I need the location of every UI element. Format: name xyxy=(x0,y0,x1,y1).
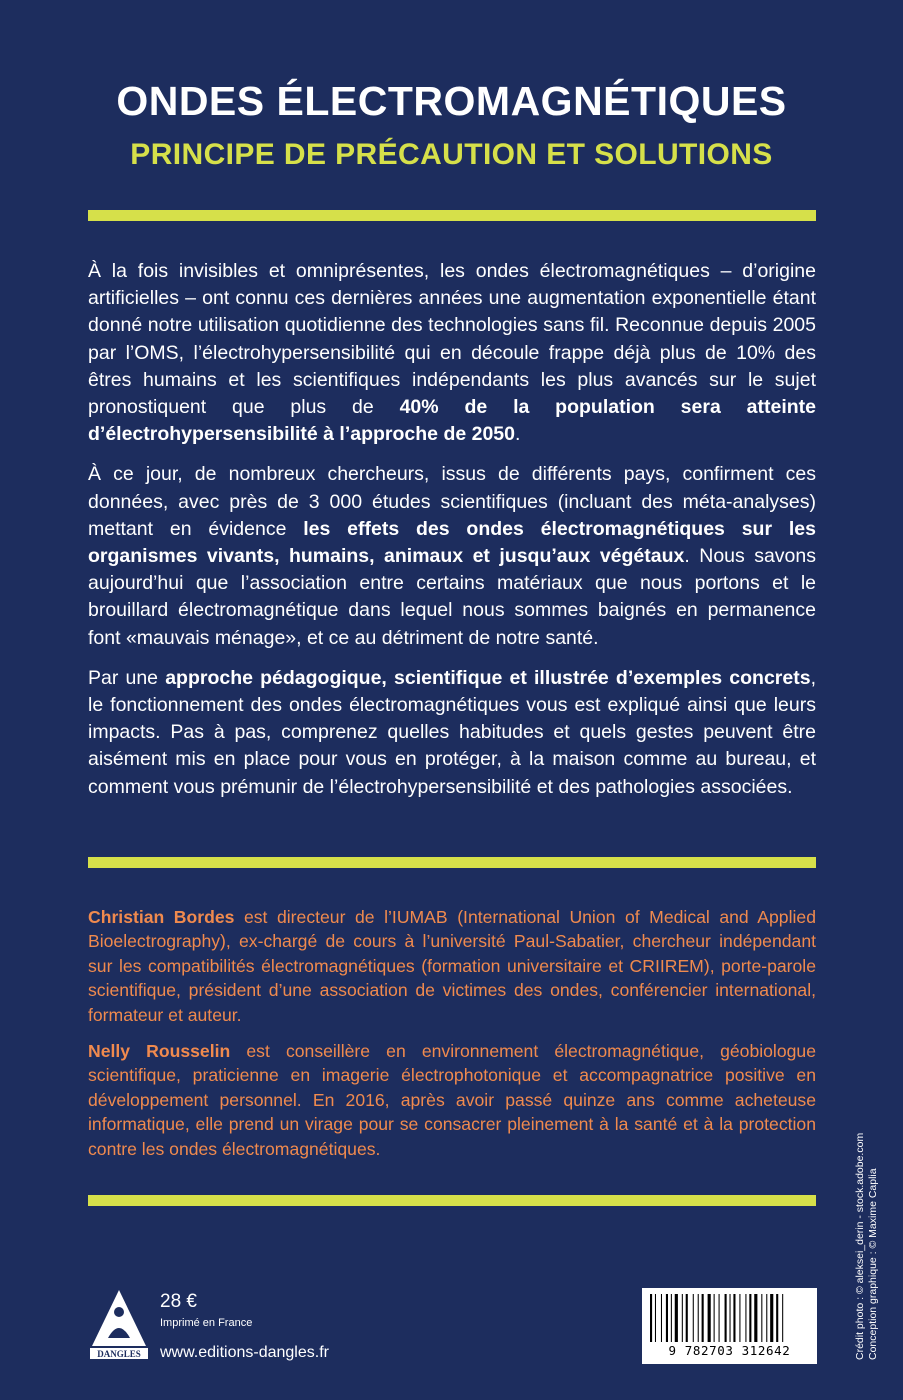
barcode-bar xyxy=(708,1294,711,1342)
barcode-bar xyxy=(745,1294,746,1342)
logo-text: DANGLES xyxy=(97,1349,141,1359)
barcode-bar xyxy=(782,1294,783,1342)
barcode-bar xyxy=(650,1294,652,1342)
book-subtitle: PRINCIPE DE PRÉCAUTION ET SOLUTIONS xyxy=(130,138,773,171)
author-name-rousselin: Nelly Rousselin xyxy=(88,1041,231,1062)
blurb-highlight-2: les effets des ondes électromagnétiques sur les organismes vivants, humains, animaux et jusqu’aux végétaux xyxy=(88,517,816,568)
blurb-paragraph-3: Par une approche pédagogique, scientifique et illustrée d’exemples concrets, le fonctionnement des ondes électromagnétiques vous est expliqué ainsi que leurs impacts. Pas à pas, comprenez quelles habitudes et quels gestes peuvent être aisément mis en place pour vous en protéger, à la maison comme au bureau, et comment vous prémunir de l’électrohypersensibilité et des pathologies associées. xyxy=(88,666,816,798)
credit-photo: Crédit photo : © aleksei_derin - stock.adobe.com xyxy=(854,1132,866,1360)
barcode-bar xyxy=(666,1294,668,1342)
barcode-bars xyxy=(650,1294,809,1342)
dangles-logo-icon xyxy=(88,1288,150,1360)
barcode-bar xyxy=(733,1294,735,1342)
barcode-bar xyxy=(770,1294,773,1342)
author-name-bordes: Christian Bordes xyxy=(88,907,235,927)
barcode-bar xyxy=(675,1294,678,1342)
divider-bottom xyxy=(88,1195,816,1206)
image-credits xyxy=(854,1133,880,1360)
blurb-highlight-1: 40% de la population sera atteinte d’électrohypersensibilité à l’approche de 2050 xyxy=(88,396,816,446)
divider-top xyxy=(88,210,816,221)
barcode-bar xyxy=(655,1294,656,1342)
blurb-paragraph-2: À ce jour, de nombreux chercheurs, issus de différents pays, confirment ces données, avec près de 3 000 études scientifiques (incluant des méta-analyses) mettant en évidence les effets des ondes électromagnétiques sur les organismes vivants, humains, animaux et jusqu’aux végétaux. Nous savons aujourd’hui que l’association entre certains matériaux que nous portons et le brouillard électromagnétique dans lequel nous sommes baignés en permanence font «mauvais ménage», et ce au détriment de notre santé. xyxy=(88,463,816,649)
barcode-bar xyxy=(719,1294,720,1342)
blurb xyxy=(88,258,816,814)
barcode-bar xyxy=(754,1294,757,1342)
author-bio-bordes: Christian Bordes est directeur de l’IUMAB (International Union of Medical and Applied Bioelectrography), ex-chargé de cours à l’université Paul-Sabatier, chercheur indépendant sur les compatibilités électromagnétiques (formation universitaire et CRIIREM), porte-parole scientifique, président d’une association de victimes des ondes, conférencier international, formateur et auteur. xyxy=(88,907,816,1025)
publisher-website: www.editions-dangles.fr xyxy=(160,1344,329,1361)
barcode-bar xyxy=(686,1294,688,1342)
barcode-bar xyxy=(671,1294,672,1342)
blurb-highlight-3: approche pédagogique, scientifique et illustrée d’exemples concrets xyxy=(165,666,811,689)
credit-design: Conception graphique : © Maxime Caplia xyxy=(867,1168,879,1360)
barcode-bar xyxy=(714,1294,715,1342)
blurb-paragraph-1: À la fois invisibles et omniprésentes, les ondes électromagnétiques – d’origine artificielles – ont connu ces dernières années une augmentation exponentielle étant donné notre utilisation quotidienne des technologies sans fil. Reconnue depuis 2005 par l’OMS, l’électrohypersensibilité qui en découle frappe déjà plus de 10% des êtres humains et les scientifiques indépendants les plus avancés sur le sujet pronostiquent que plus de 40% de la population sera atteinte d’électrohypersensibilité à l’approche de 2050. xyxy=(88,260,816,446)
barcode-bar xyxy=(661,1294,662,1342)
book-title: ONDES ÉLECTROMAGNÉTIQUES xyxy=(116,78,787,124)
isbn-number: 9 782703 312642 xyxy=(668,1343,791,1358)
barcode-bar xyxy=(698,1294,699,1342)
barcode-bar xyxy=(761,1294,762,1342)
barcode-bar xyxy=(702,1294,704,1342)
barcode-bar xyxy=(749,1294,751,1342)
barcode xyxy=(642,1288,817,1364)
barcode-bar xyxy=(776,1294,778,1342)
printed-in: Imprimé en France xyxy=(160,1317,253,1329)
price: 28 € xyxy=(160,1291,197,1312)
barcode-bar xyxy=(682,1294,683,1342)
barcode-bar xyxy=(766,1294,767,1342)
author-bio-rousselin: Nelly Rousselin est conseillère en environnement électromagnétique, géobiologue scientifique, praticienne en imagerie électrophotonique et accompagnatrice positive en développement personnel. En 2016, après avoir passé quinze ans comme acheteuse informatique, elle prend un virage pour se consacrer pleinement à la santé et à la protection contre les ondes électromagnétiques. xyxy=(88,1041,816,1159)
divider-middle xyxy=(88,857,816,868)
barcode-bar xyxy=(739,1294,740,1342)
barcode-bar xyxy=(693,1294,694,1342)
barcode-bar xyxy=(725,1294,727,1342)
author-bios xyxy=(88,905,816,1173)
barcode-bar xyxy=(730,1294,731,1342)
